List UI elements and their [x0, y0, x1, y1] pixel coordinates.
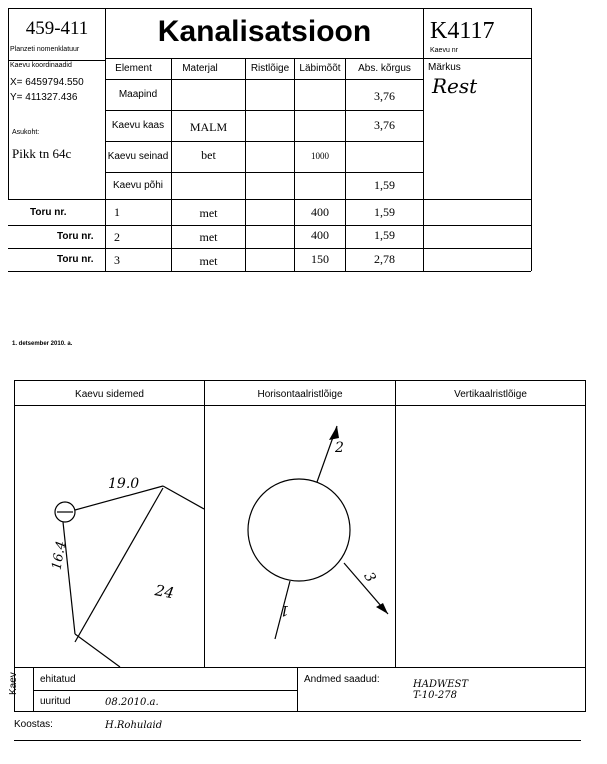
pipe-material: met — [199, 254, 218, 268]
pipe-elevation: 1,59 — [374, 228, 395, 242]
dim-diag-label: 24 — [153, 581, 176, 603]
dim-top-label: 19.0 — [108, 476, 140, 492]
remarks-label: Märkus — [428, 62, 461, 73]
left-dimension-line — [63, 522, 75, 634]
col-header-element: Element — [115, 63, 152, 74]
date-line: 1. detsember 2010. a. — [12, 341, 73, 347]
coord-x: X= 6459794.550 — [10, 77, 84, 88]
panel-title-vertical: Vertikaalristlõige — [454, 389, 527, 400]
row-material: bet — [201, 148, 216, 162]
well-circle — [248, 479, 350, 581]
panel-title-connections: Kaevu sidemed — [75, 389, 144, 400]
coords-label: Kaevu koordinaadid — [10, 62, 72, 69]
data-from-ref: T-10-278 — [413, 690, 457, 701]
connections-sketch — [15, 406, 204, 667]
data-from-value: HADWEST — [413, 679, 469, 690]
address-label: Asukoht: — [12, 129, 40, 136]
row-elevation: 3,76 — [374, 89, 395, 103]
panel-title-horizontal: Horisontaalristlõige — [257, 389, 343, 400]
col-header-cross-section: Ristlõige — [250, 63, 290, 74]
row-element-name: Maapind — [118, 89, 158, 100]
row-element-name: Kaevu kaas — [111, 120, 165, 131]
pipe-label: Toru nr. — [57, 231, 94, 242]
pipe-elevation: 2,78 — [374, 252, 395, 266]
horizontal-section-sketch — [205, 406, 395, 667]
row-elevation: 1,59 — [374, 178, 395, 192]
row-material: MALM — [189, 120, 228, 134]
dim-left-label: 16.4 — [49, 539, 70, 572]
pipe-label: Toru nr. — [30, 207, 67, 218]
compiled-value: H.Rohulaid — [105, 720, 163, 731]
surveyed-value: 08.2010.a. — [105, 697, 159, 708]
row-element-name: Kaevu põhi — [112, 180, 164, 191]
row-diameter: 1000 — [311, 151, 329, 161]
compiled-label: Koostas: — [14, 719, 53, 730]
footer-side-label: Kaev — [8, 672, 19, 695]
coord-y: Y= 411327.436 — [10, 92, 78, 103]
well-number: K4117 — [430, 18, 495, 44]
pipe-material: met — [199, 206, 218, 220]
remarks-value: Rest — [432, 74, 478, 98]
address-value: Pikk tn 64c — [12, 146, 72, 161]
nomenclature-label: Planzeti nomenklatuur — [10, 46, 80, 53]
page-title: Kanalisatsioon — [157, 15, 372, 48]
pipe-elevation: 1,59 — [374, 205, 395, 219]
col-header-material: Materjal — [182, 63, 218, 74]
col-header-diameter: Läbimõõt — [299, 63, 341, 74]
pipe-3-label: 3 — [360, 569, 379, 586]
pipe-number: 2 — [114, 230, 120, 244]
pipe-2-label: 2 — [335, 440, 344, 456]
row-elevation: 3,76 — [374, 118, 395, 132]
pipe-diameter: 150 — [311, 252, 329, 266]
diagonal-line — [75, 488, 163, 642]
pipe-material: met — [199, 230, 218, 244]
well-number-label: Kaevu nr — [430, 47, 459, 54]
surveyed-label: uuritud — [40, 696, 71, 707]
pipe-diameter: 400 — [311, 205, 329, 219]
pipe-number: 3 — [114, 253, 120, 267]
data-from-label: Andmed saadud: — [304, 674, 380, 685]
built-label: ehitatud — [40, 674, 76, 685]
pipe-1-label: 1 — [280, 602, 289, 618]
pipe-label: Toru nr. — [57, 254, 94, 265]
pipe-diameter: 400 — [311, 228, 329, 242]
col-header-elevation: Abs. kõrgus — [358, 63, 411, 74]
pipe-number: 1 — [114, 205, 120, 219]
row-element-name: Kaevu seinad — [107, 151, 169, 162]
nomenclature-number: 459-411 — [25, 18, 89, 39]
